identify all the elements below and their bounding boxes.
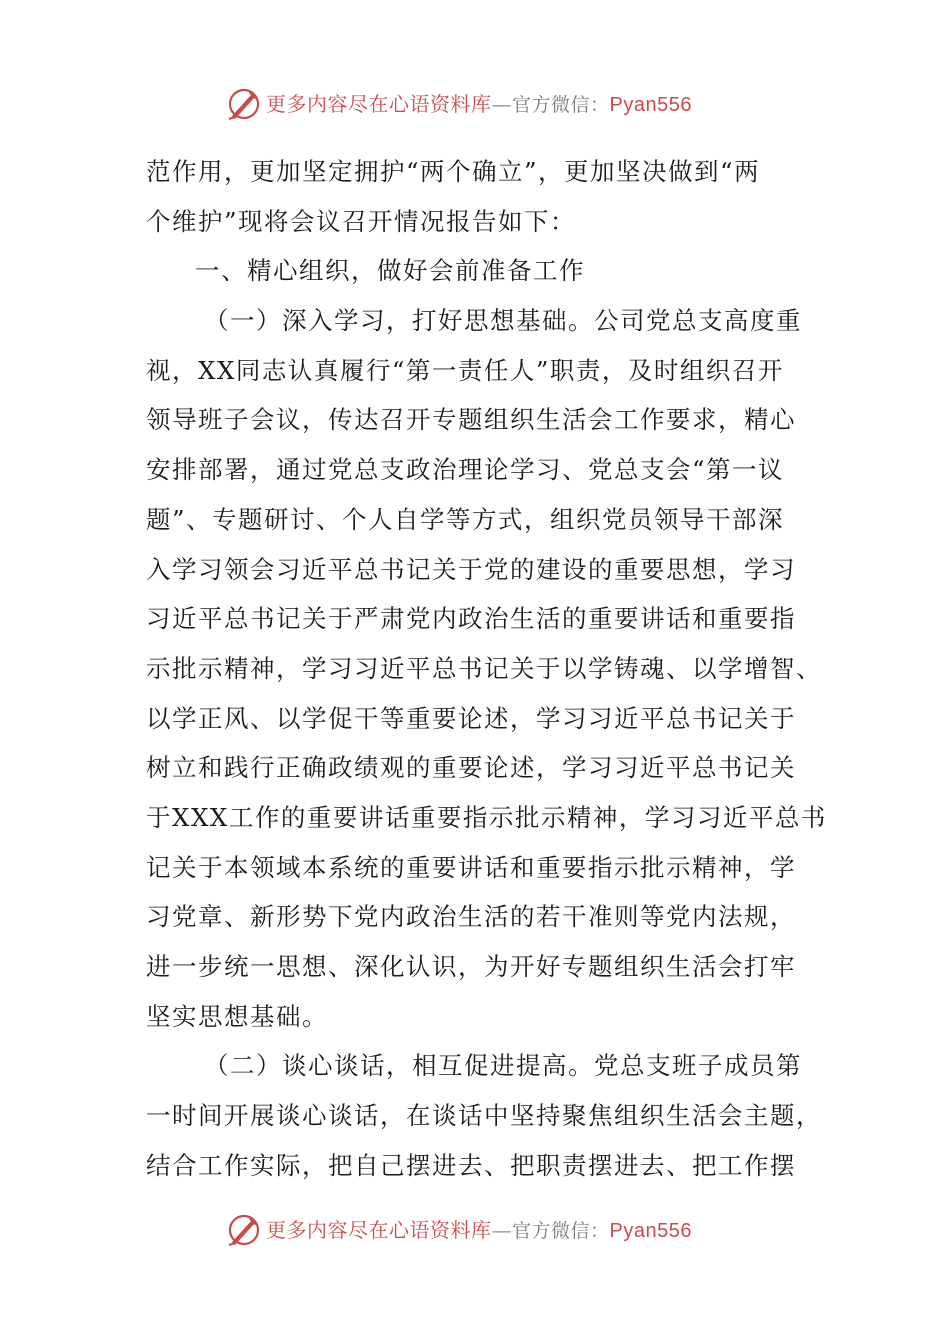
text-line: 记关于本领域本系统的重要讲话和重要指示批示精神，学 [146,852,796,882]
watermark-banner-bottom [0,1210,950,1250]
text-line: 进一步统一思想、深化认识，为开好专题组织生活会打牢 [146,952,796,981]
text-line: 题”、专题研讨、个人自学等方式，组织党员领导干部深 [146,504,785,534]
text-line: 于XXX工作的重要讲话重要指示批示精神，学习习近平总书 [146,802,827,832]
text-line: 领导班子会议，传达召开专题组织生活会工作要求，精心 [146,405,796,435]
watermark-text [266,1216,692,1245]
document-body [146,147,827,1190]
text-line: 示批示精神，学习习近平总书记关于以学铸魂、以学增智、 [146,653,822,683]
watermark-wechat-label: 官方微信： [512,94,610,116]
watermark-library-text: 更多内容尽在心语资料库 [266,92,492,116]
text-line: 安排部署，通过党总支政治理论学习、党总支会“第一议 [146,455,785,485]
pen-logo-icon [226,1212,262,1248]
text-line: 习党章、新形势下党内政治生活的若干准则等党内法规， [146,902,796,932]
text-line: 视，XX同志认真履行“第一责任人”职责，及时组织召开 [146,355,784,385]
section-heading: 一、精心组织，做好会前准备工作 [195,256,585,286]
text-line: 以学正风、以学促干等重要论述，学习习近平总书记关于 [146,703,796,733]
text-line: （二）谈心谈话，相互促进提高。党总支班子成员第 [204,1051,802,1081]
text-line: 树立和践行正确政绩观的重要论述，学习习近平总书记关 [146,753,796,783]
text-line: 范作用，更加坚定拥护“两个确立”，更加坚决做到“两 [146,157,761,186]
watermark-text [266,90,692,119]
text-line: 个维护”现将会议召开情况报告如下： [146,206,577,236]
text-line: 坚实思想基础。 [146,1001,328,1031]
watermark-wechat-id: Pyan556 [609,1220,692,1242]
watermark-library-text: 更多内容尽在心语资料库 [266,1218,492,1242]
watermark-wechat-label: 官方微信： [512,1220,610,1242]
text-line: （一）深入学习，打好思想基础。公司党总支高度重 [204,306,802,336]
pen-logo-icon [226,86,262,122]
text-line: 结合工作实际，把自己摆进去、把职责摆进去、把工作摆 [146,1150,796,1180]
watermark-wechat-id: Pyan556 [609,94,692,116]
watermark-dash: — [491,92,512,116]
text-line: 一时间开展谈心谈话，在谈话中坚持聚焦组织生活会主题， [146,1101,822,1131]
text-line: 习近平总书记关于严肃党内政治生活的重要讲话和重要指 [146,604,796,634]
watermark-banner-top [0,84,950,124]
watermark-dash: — [491,1218,512,1242]
text-line: 入学习领会习近平总书记关于党的建设的重要思想，学习 [146,554,796,584]
